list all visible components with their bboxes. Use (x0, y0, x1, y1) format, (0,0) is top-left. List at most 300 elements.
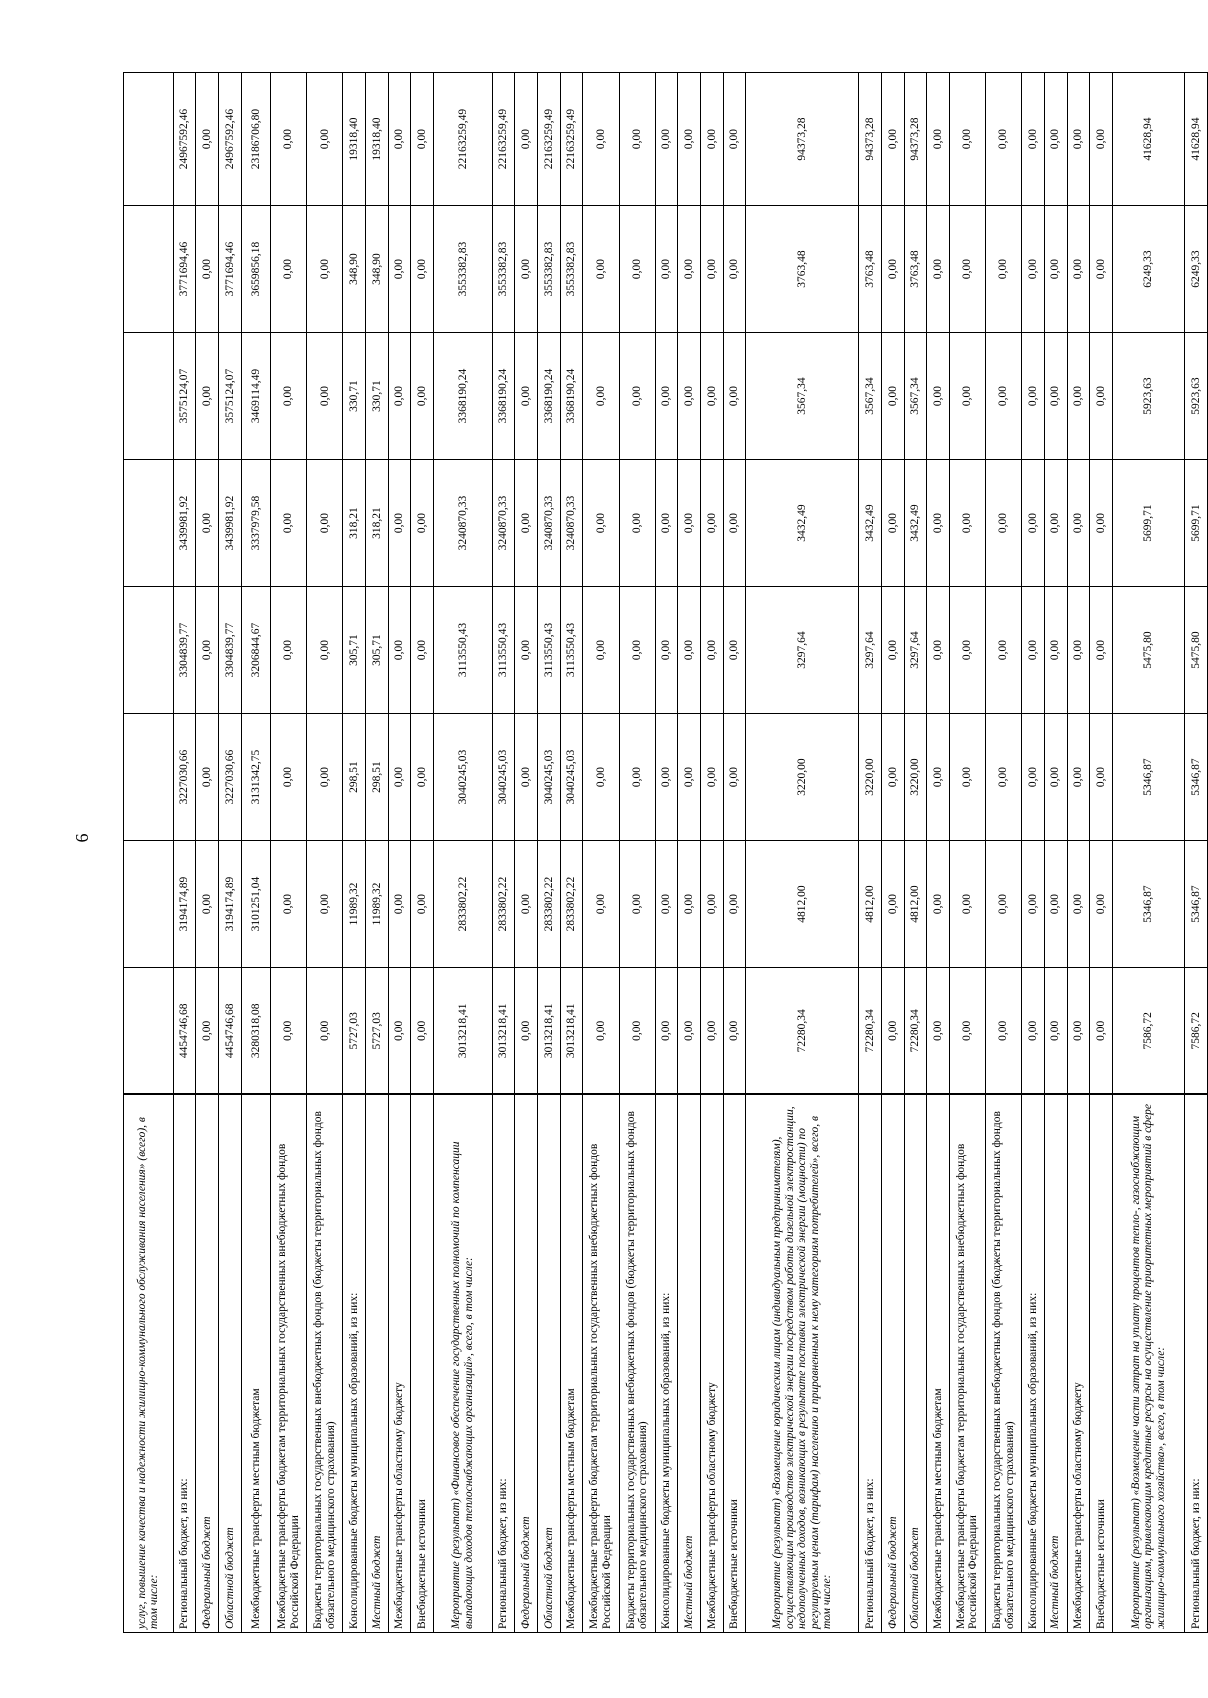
cell-value: 0,00 (723, 73, 746, 206)
cell-value: 3206844,67 (241, 587, 270, 714)
cell-value (124, 73, 174, 206)
row-label: Мероприятие (результат) «Возмещение части затрат на уплату процентов тепло-, газоснабжающим организациям, привлекающим кредитные ресурсы на осуществление приоритетных мероприятий в сфере жилищно-коммунального хозяйства», всего, в том числе: (1112, 1095, 1184, 1633)
cell-value: 3297,64 (859, 587, 882, 714)
cell-value: 0,00 (655, 333, 678, 460)
cell-value: 0,00 (723, 841, 746, 968)
cell-value: 0,00 (388, 587, 411, 714)
cell-value: 5699,71 (1112, 460, 1184, 587)
cell-value: 5923,63 (1112, 333, 1184, 460)
cell-value: 5346,87 (1112, 714, 1184, 841)
cell-value: 0,00 (388, 206, 411, 333)
cell-value: 0,00 (1044, 73, 1067, 206)
table-row (307, 73, 343, 1633)
cell-value: 0,00 (411, 841, 434, 968)
cell-value: 0,00 (927, 841, 950, 968)
cell-value: 2833802,22 (538, 841, 561, 968)
cell-value: 0,00 (619, 714, 655, 841)
table-row (433, 73, 492, 1633)
cell-value: 0,00 (271, 587, 307, 714)
cell-value: 22163259,49 (433, 73, 492, 206)
cell-value: 0,00 (1090, 460, 1113, 587)
cell-value: 0,00 (196, 73, 219, 206)
cell-value: 3567,34 (859, 333, 882, 460)
cell-value (124, 206, 174, 333)
cell-value: 0,00 (1067, 460, 1090, 587)
cell-value: 0,00 (1022, 73, 1045, 206)
cell-value: 3040245,03 (538, 714, 561, 841)
cell-value: 3763,48 (859, 206, 882, 333)
cell-value: 0,00 (583, 587, 619, 714)
cell-value (124, 841, 174, 968)
table-row (655, 73, 678, 1633)
cell-value: 0,00 (927, 587, 950, 714)
cell-value: 0,00 (655, 714, 678, 841)
row-label: Областной бюджет (219, 1095, 242, 1633)
cell-value: 0,00 (655, 841, 678, 968)
cell-value: 24967592,46 (173, 73, 196, 206)
row-label: Областной бюджет (904, 1095, 927, 1633)
cell-value: 0,00 (411, 587, 434, 714)
row-label: услуг, повышение качества и надежности жилищно-коммунального обслуживания населения» (всего), в том числе: (124, 1095, 174, 1633)
cell-value: 0,00 (655, 968, 678, 1095)
cell-value: 3280318,08 (241, 968, 270, 1095)
cell-value: 0,00 (307, 206, 343, 333)
cell-value: 94373,28 (746, 73, 859, 206)
cell-value: 0,00 (986, 714, 1022, 841)
cell-value: 0,00 (1067, 714, 1090, 841)
cell-value: 3439981,92 (219, 460, 242, 587)
cell-value: 3368190,24 (538, 333, 561, 460)
row-label: Местный бюджет (678, 1095, 701, 1633)
cell-value: 5346,87 (1185, 714, 1208, 841)
budget-table (123, 72, 1208, 1633)
cell-value: 298,51 (366, 714, 389, 841)
table-row (619, 73, 655, 1633)
cell-value: 0,00 (723, 587, 746, 714)
cell-value: 0,00 (307, 333, 343, 460)
table-row (241, 73, 270, 1633)
cell-value: 0,00 (515, 333, 538, 460)
cell-value: 11989,32 (343, 841, 366, 968)
cell-value: 0,00 (411, 206, 434, 333)
cell-value: 0,00 (700, 714, 723, 841)
table-row (515, 73, 538, 1633)
cell-value: 0,00 (700, 460, 723, 587)
cell-value: 0,00 (986, 841, 1022, 968)
cell-value: 0,00 (619, 460, 655, 587)
cell-value: 0,00 (1090, 841, 1113, 968)
cell-value: 0,00 (949, 460, 985, 587)
table-row (881, 73, 904, 1633)
cell-value: 2833802,22 (433, 841, 492, 968)
row-label: Внебюджетные источники (723, 1095, 746, 1633)
cell-value: 0,00 (411, 460, 434, 587)
cell-value: 0,00 (1022, 968, 1045, 1095)
cell-value: 3240870,33 (560, 460, 583, 587)
cell-value: 0,00 (986, 968, 1022, 1095)
cell-value (124, 460, 174, 587)
cell-value: 3013218,41 (538, 968, 561, 1095)
cell-value: 0,00 (619, 206, 655, 333)
cell-value: 3304839,77 (173, 587, 196, 714)
cell-value: 0,00 (1022, 587, 1045, 714)
cell-value: 3368190,24 (560, 333, 583, 460)
cell-value: 5475,80 (1185, 587, 1208, 714)
cell-value: 22163259,49 (560, 73, 583, 206)
cell-value: 0,00 (307, 587, 343, 714)
cell-value: 0,00 (271, 968, 307, 1095)
cell-value: 5727,03 (343, 968, 366, 1095)
table-row (1067, 73, 1090, 1633)
cell-value: 0,00 (1067, 841, 1090, 968)
cell-value: 0,00 (881, 968, 904, 1095)
cell-value: 0,00 (583, 333, 619, 460)
cell-value: 0,00 (949, 333, 985, 460)
cell-value: 0,00 (583, 968, 619, 1095)
cell-value: 0,00 (655, 587, 678, 714)
cell-value: 0,00 (307, 714, 343, 841)
cell-value: 0,00 (700, 587, 723, 714)
cell-value: 0,00 (619, 333, 655, 460)
cell-value: 4812,00 (904, 841, 927, 968)
cell-value: 0,00 (1022, 333, 1045, 460)
cell-value: 0,00 (411, 73, 434, 206)
cell-value: 0,00 (307, 968, 343, 1095)
cell-value: 0,00 (986, 73, 1022, 206)
cell-value: 0,00 (1067, 968, 1090, 1095)
table-row (343, 73, 366, 1633)
cell-value: 0,00 (411, 333, 434, 460)
cell-value: 0,00 (927, 73, 950, 206)
table-row (492, 73, 515, 1633)
cell-value: 0,00 (388, 841, 411, 968)
cell-value: 0,00 (196, 968, 219, 1095)
cell-value: 0,00 (583, 841, 619, 968)
cell-value: 0,00 (196, 333, 219, 460)
cell-value: 3337979,58 (241, 460, 270, 587)
cell-value: 318,21 (343, 460, 366, 587)
cell-value: 3220,00 (859, 714, 882, 841)
cell-value: 2833802,22 (560, 841, 583, 968)
cell-value: 23186706,80 (241, 73, 270, 206)
row-label: Федеральный бюджет (196, 1095, 219, 1633)
cell-value: 3304839,77 (219, 587, 242, 714)
cell-value: 3220,00 (746, 714, 859, 841)
cell-value: 330,71 (343, 333, 366, 460)
table-row (678, 73, 701, 1633)
cell-value: 4454746,68 (173, 968, 196, 1095)
cell-value: 0,00 (515, 968, 538, 1095)
row-label: Мероприятие (результат) «Возмещение юридическим лицам (индивидуальным предпринимателям), осуществляющим производство электрической энергии посредством работы дизельной электростанции, недополученных доходов, возникающих в результате поставки электрической энергии (мощности) по регулируемым ценам (тарифам) населению и приравненным к нему категориям потребителей», всего, в том числе: (746, 1095, 859, 1633)
row-label: Региональный бюджет, из них: (173, 1095, 196, 1633)
table-row (388, 73, 411, 1633)
cell-value: 3013218,41 (492, 968, 515, 1095)
cell-value: 0,00 (655, 460, 678, 587)
cell-value: 0,00 (881, 73, 904, 206)
cell-value: 0,00 (307, 73, 343, 206)
cell-value: 3469114,49 (241, 333, 270, 460)
cell-value: 0,00 (388, 333, 411, 460)
cell-value: 0,00 (515, 206, 538, 333)
cell-value: 3220,00 (904, 714, 927, 841)
cell-value: 0,00 (1090, 73, 1113, 206)
cell-value: 3659856,18 (241, 206, 270, 333)
cell-value: 318,21 (366, 460, 389, 587)
cell-value: 0,00 (723, 968, 746, 1095)
cell-value (124, 714, 174, 841)
cell-value: 0,00 (678, 841, 701, 968)
cell-value: 3240870,33 (492, 460, 515, 587)
cell-value: 11989,32 (366, 841, 389, 968)
page-number: 6 (72, 833, 92, 843)
cell-value: 3297,64 (904, 587, 927, 714)
cell-value: 22163259,49 (538, 73, 561, 206)
cell-value: 0,00 (700, 73, 723, 206)
cell-value: 0,00 (1090, 714, 1113, 841)
cell-value: 0,00 (271, 333, 307, 460)
cell-value: 7586,72 (1185, 968, 1208, 1095)
cell-value: 0,00 (700, 841, 723, 968)
table-row (560, 73, 583, 1633)
row-label: Межбюджетные трансферты местным бюджетам (241, 1095, 270, 1633)
cell-value: 0,00 (678, 968, 701, 1095)
cell-value (124, 333, 174, 460)
cell-value: 0,00 (1067, 333, 1090, 460)
cell-value: 0,00 (678, 206, 701, 333)
cell-value: 3013218,41 (560, 968, 583, 1095)
cell-value: 3194174,89 (219, 841, 242, 968)
cell-value: 0,00 (927, 968, 950, 1095)
cell-value: 0,00 (307, 841, 343, 968)
cell-value: 3013218,41 (433, 968, 492, 1095)
cell-value: 5727,03 (366, 968, 389, 1095)
row-label: Консолидированные бюджеты муниципальных образований, из них: (1022, 1095, 1045, 1633)
cell-value: 3432,49 (859, 460, 882, 587)
row-label: Бюджеты территориальных государственных внебюджетных фондов (бюджеты территориальных фондов обязательного медицинского страхования) (986, 1095, 1022, 1633)
table-row (723, 73, 746, 1633)
cell-value: 0,00 (1044, 841, 1067, 968)
row-label: Внебюджетные источники (411, 1095, 434, 1633)
row-label: Межбюджетные трансферты областному бюджету (1067, 1095, 1090, 1633)
cell-value: 0,00 (986, 206, 1022, 333)
budget-table-rotated (123, 73, 1208, 1633)
cell-value: 0,00 (196, 460, 219, 587)
cell-value: 3240870,33 (433, 460, 492, 587)
cell-value: 5346,87 (1185, 841, 1208, 968)
cell-value: 3194174,89 (173, 841, 196, 968)
cell-value: 305,71 (343, 587, 366, 714)
row-label: Бюджеты территориальных государственных внебюджетных фондов (бюджеты территориальных фондов обязательного медицинского страхования) (619, 1095, 655, 1633)
cell-value: 0,00 (583, 206, 619, 333)
cell-value: 0,00 (388, 714, 411, 841)
cell-value: 3567,34 (746, 333, 859, 460)
cell-value: 0,00 (655, 206, 678, 333)
cell-value: 0,00 (583, 73, 619, 206)
cell-value: 94373,28 (859, 73, 882, 206)
row-label: Бюджеты территориальных государственных внебюджетных фондов (бюджеты территориальных фондов обязательного медицинского страхования) (307, 1095, 343, 1633)
cell-value: 6249,33 (1185, 206, 1208, 333)
cell-value (124, 968, 174, 1095)
cell-value: 3113550,43 (492, 587, 515, 714)
cell-value: 0,00 (196, 841, 219, 968)
table-row (411, 73, 434, 1633)
cell-value: 0,00 (949, 206, 985, 333)
table-row (1044, 73, 1067, 1633)
cell-value: 0,00 (1044, 968, 1067, 1095)
cell-value: 0,00 (1067, 73, 1090, 206)
row-label: Региональный бюджет, из них: (859, 1095, 882, 1633)
cell-value: 3297,64 (746, 587, 859, 714)
row-label: Межбюджетные трансферты местным бюджетам (560, 1095, 583, 1633)
table-row (1112, 73, 1184, 1633)
cell-value: 0,00 (723, 714, 746, 841)
row-label: Межбюджетные трансферты бюджетам территориальных государственных внебюджетных фондов Российской Федерации (949, 1095, 985, 1633)
cell-value: 3439981,92 (173, 460, 196, 587)
cell-value: 72280,34 (904, 968, 927, 1095)
cell-value: 0,00 (619, 587, 655, 714)
cell-value: 0,00 (881, 587, 904, 714)
cell-value: 4812,00 (859, 841, 882, 968)
cell-value: 0,00 (678, 587, 701, 714)
cell-value: 0,00 (583, 714, 619, 841)
cell-value: 0,00 (271, 841, 307, 968)
cell-value: 0,00 (271, 206, 307, 333)
cell-value: 0,00 (986, 333, 1022, 460)
cell-value (124, 587, 174, 714)
cell-value: 3040245,03 (492, 714, 515, 841)
cell-value: 0,00 (700, 206, 723, 333)
table-row (986, 73, 1022, 1633)
cell-value: 3575124,07 (219, 333, 242, 460)
row-label: Областной бюджет (538, 1095, 561, 1633)
cell-value: 0,00 (1044, 460, 1067, 587)
cell-value: 0,00 (723, 333, 746, 460)
cell-value: 0,00 (1044, 206, 1067, 333)
cell-value: 3553382,83 (492, 206, 515, 333)
cell-value: 3368190,24 (492, 333, 515, 460)
cell-value: 0,00 (1090, 333, 1113, 460)
cell-value: 3113550,43 (538, 587, 561, 714)
cell-value: 0,00 (927, 333, 950, 460)
cell-value: 5699,71 (1185, 460, 1208, 587)
cell-value: 3113550,43 (560, 587, 583, 714)
cell-value: 3227030,66 (219, 714, 242, 841)
cell-value: 0,00 (949, 968, 985, 1095)
row-label: Федеральный бюджет (881, 1095, 904, 1633)
cell-value: 5475,80 (1112, 587, 1184, 714)
table-row (366, 73, 389, 1633)
cell-value: 0,00 (411, 968, 434, 1095)
table-row (746, 73, 859, 1633)
table-body (124, 73, 1208, 1633)
table-row (196, 73, 219, 1633)
cell-value: 41628,94 (1112, 73, 1184, 206)
row-label: Местный бюджет (366, 1095, 389, 1633)
cell-value: 0,00 (678, 460, 701, 587)
row-label: Местный бюджет (1044, 1095, 1067, 1633)
cell-value: 0,00 (1090, 968, 1113, 1095)
cell-value: 3240870,33 (538, 460, 561, 587)
cell-value: 348,90 (366, 206, 389, 333)
cell-value: 0,00 (271, 460, 307, 587)
cell-value: 3771694,46 (219, 206, 242, 333)
cell-value: 0,00 (678, 714, 701, 841)
cell-value: 0,00 (723, 206, 746, 333)
cell-value: 0,00 (949, 73, 985, 206)
cell-value: 3131342,75 (241, 714, 270, 841)
row-label: Межбюджетные трансферты бюджетам территориальных государственных внебюджетных фондов Российской Федерации (583, 1095, 619, 1633)
row-label: Внебюджетные источники (1090, 1095, 1113, 1633)
cell-value: 0,00 (1044, 714, 1067, 841)
cell-value: 0,00 (1044, 587, 1067, 714)
cell-value: 2833802,22 (492, 841, 515, 968)
cell-value: 0,00 (700, 968, 723, 1095)
cell-value: 94373,28 (904, 73, 927, 206)
cell-value: 22163259,49 (492, 73, 515, 206)
cell-value: 3040245,03 (433, 714, 492, 841)
cell-value: 7586,72 (1112, 968, 1184, 1095)
cell-value: 3227030,66 (173, 714, 196, 841)
row-label: Консолидированные бюджеты муниципальных образований, из них: (343, 1095, 366, 1633)
cell-value: 3553382,83 (560, 206, 583, 333)
cell-value: 0,00 (515, 841, 538, 968)
cell-value: 0,00 (411, 714, 434, 841)
row-label: Мероприятие (результат) «Финансовое обеспечение государственных полномочий по компенсации выпадающих доходов теплоснабжающих организаций», всего, в том числе: (433, 1095, 492, 1633)
cell-value: 0,00 (700, 333, 723, 460)
cell-value: 3113550,43 (433, 587, 492, 714)
cell-value: 0,00 (196, 587, 219, 714)
cell-value: 0,00 (619, 73, 655, 206)
cell-value: 0,00 (881, 714, 904, 841)
cell-value: 3567,34 (904, 333, 927, 460)
cell-value: 0,00 (1022, 841, 1045, 968)
table-row (538, 73, 561, 1633)
cell-value: 0,00 (196, 714, 219, 841)
table-row (583, 73, 619, 1633)
cell-value: 0,00 (388, 460, 411, 587)
cell-value: 6249,33 (1112, 206, 1184, 333)
table-row (859, 73, 882, 1633)
table-row (173, 73, 196, 1633)
row-label: Региональный бюджет, из них: (1185, 1095, 1208, 1633)
table-row (124, 73, 174, 1633)
cell-value: 5923,63 (1185, 333, 1208, 460)
cell-value: 3575124,07 (173, 333, 196, 460)
cell-value: 0,00 (307, 460, 343, 587)
table-row (927, 73, 950, 1633)
cell-value: 0,00 (515, 587, 538, 714)
cell-value: 3432,49 (746, 460, 859, 587)
cell-value: 298,51 (343, 714, 366, 841)
cell-value: 0,00 (619, 968, 655, 1095)
cell-value: 0,00 (927, 714, 950, 841)
table-row (949, 73, 985, 1633)
cell-value: 0,00 (1022, 206, 1045, 333)
cell-value: 0,00 (515, 73, 538, 206)
cell-value: 4454746,68 (219, 968, 242, 1095)
cell-value: 3553382,83 (433, 206, 492, 333)
cell-value: 19318,40 (343, 73, 366, 206)
cell-value: 0,00 (1090, 587, 1113, 714)
row-label: Межбюджетные трансферты местным бюджетам (927, 1095, 950, 1633)
cell-value: 0,00 (881, 206, 904, 333)
cell-value: 0,00 (655, 73, 678, 206)
table-row (1185, 73, 1208, 1633)
cell-value: 0,00 (1067, 587, 1090, 714)
cell-value: 5346,87 (1112, 841, 1184, 968)
cell-value: 0,00 (271, 714, 307, 841)
cell-value: 0,00 (1044, 333, 1067, 460)
